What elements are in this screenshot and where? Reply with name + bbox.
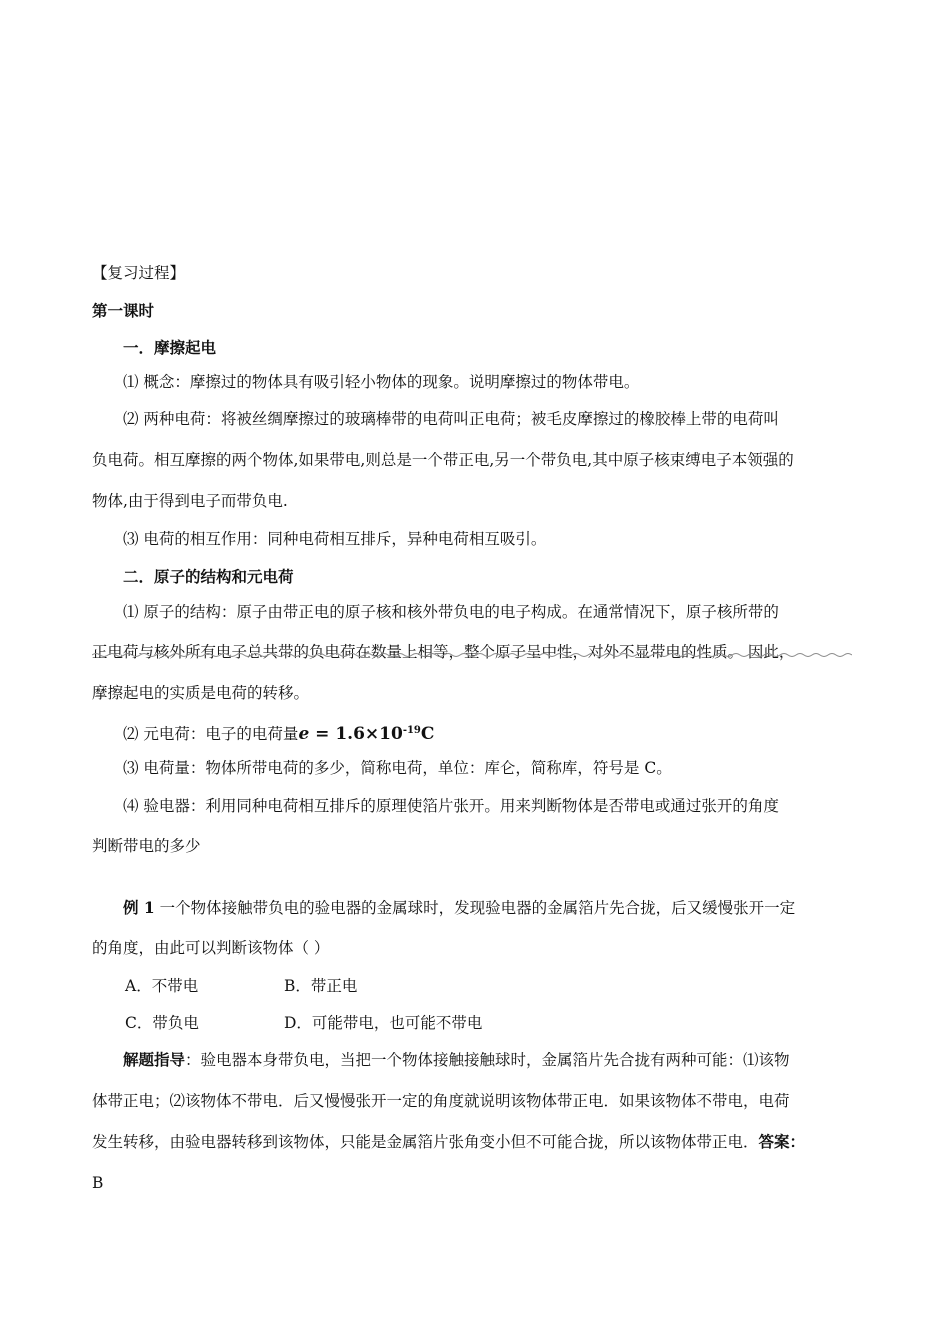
- guide-line1: [123, 1049, 893, 1071]
- part2-p4-line2: 判断带电的多少: [92, 837, 201, 855]
- section-heading: 【复习过程】: [92, 264, 186, 282]
- guide-line3: [92, 1131, 862, 1153]
- part2-heading: 二．原子的结构和元电荷: [123, 567, 294, 586]
- formula-exponent: -19: [402, 725, 421, 736]
- part2-p2: [123, 720, 893, 745]
- part2-p1-line2: 正电荷与核外所有电子总共带的负电荷在数量上相等，整个原子呈中性，对外不显带电的性质。 因此，: [92, 643, 795, 661]
- part2-p1-line1: ⑴ 原子的结构：原子由带正电的原子核和核外带负电的电子构成。在通常情况下，原子核所带的: [123, 603, 779, 621]
- formula-value: = 1.6×10: [309, 724, 403, 744]
- answer-label: 答案：: [758, 1132, 806, 1151]
- example-question-text: 一个物体接触带负电的验电器的金属球时，发现验电器的金属箔片先合拢，后又缓慢张开一定: [154, 899, 796, 917]
- guide-label: 解题指导: [123, 1050, 186, 1069]
- part2-p3: ⑶ 电荷量：物体所带电荷的多少，简称电荷，单位：库仑，简称库，符号是 C。: [123, 759, 672, 777]
- guide-line2: 体带正电；⑵该物体不带电．后又慢慢张开一定的角度就说明该物体带正电．如果该物体不带电，电荷: [92, 1092, 790, 1110]
- part1-heading: 一．摩擦起电: [123, 338, 217, 357]
- part2-p4-line1: ⑷ 验电器：利用同种电荷相互排斥的原理使箔片张开。用来判断物体是否带电或通过张开的角度: [123, 797, 779, 815]
- option-b: B．带正电: [284, 977, 358, 995]
- example-question-line1: [123, 897, 893, 919]
- part1-p2-line3: 物体,由于得到电子而带负电.: [92, 492, 288, 510]
- answer-value: B: [92, 1174, 104, 1192]
- elementary-charge-label: ⑵ 元电荷：电子的电荷量: [123, 725, 299, 743]
- example-label: 例 1: [123, 898, 155, 917]
- lesson-title: 第一课时: [92, 301, 155, 320]
- part1-p2-line2: 负电荷。相互摩擦的两个物体,如果带电,则总是一个带正电,另一个带负电,其中原子核束缚电子本领强的: [92, 451, 794, 469]
- part1-p3: ⑶ 电荷的相互作用：同种电荷相互排斥，异种电荷相互吸引。: [123, 530, 547, 548]
- part1-p1: ⑴ 概念：摩擦过的物体具有吸引轻小物体的现象。说明摩擦过的物体带电。: [123, 373, 640, 391]
- guide-text-3: 发生转移，由验电器转移到该物体，只能是金属箔片张角变小但不可能合拢，所以该物体带正电．: [92, 1133, 759, 1151]
- part1-p2-line1: ⑵ 两种电荷：将被丝绸摩擦过的玻璃棒带的电荷叫正电荷；被毛皮摩擦过的橡胶棒上带的电荷叫: [123, 410, 779, 428]
- example-question-line2: 的角度，由此可以判断该物体（ ）: [92, 939, 330, 957]
- formula-symbol: e: [298, 724, 310, 744]
- option-c: C．带负电: [125, 1014, 199, 1032]
- formula-unit: C: [420, 724, 435, 744]
- option-a: A．不带电: [125, 977, 199, 995]
- part2-p1-line3: 摩擦起电的实质是电荷的转移。: [92, 684, 310, 702]
- elementary-charge-formula: [298, 724, 434, 744]
- guide-text: ：验电器本身带负电，当把一个物体接触接触球时，金属箔片先合拢有两种可能：⑴该物: [185, 1051, 790, 1069]
- option-d: D．可能带电，也可能不带电: [284, 1014, 483, 1032]
- spellcheck-underline: [92, 652, 852, 658]
